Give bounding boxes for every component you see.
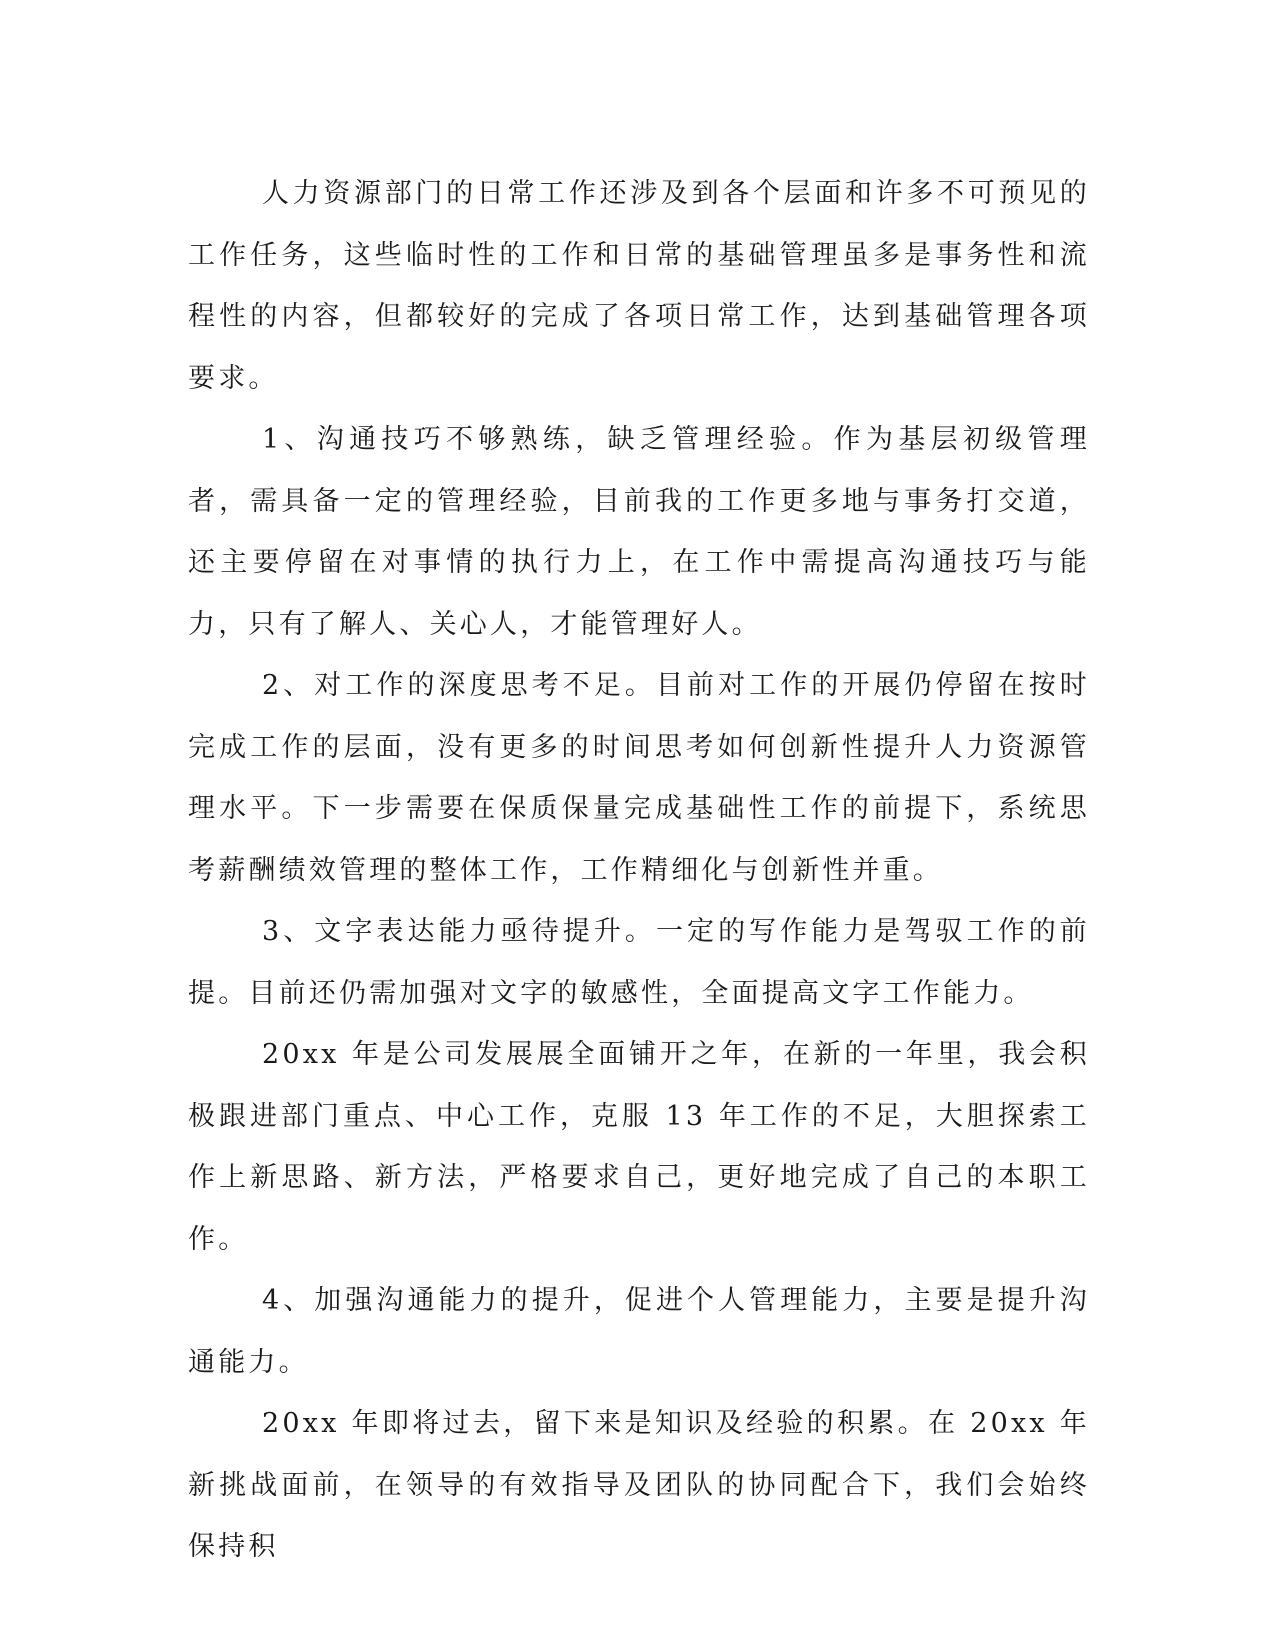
- document-body: [188, 163, 1090, 1578]
- paragraph-intro: 人力资源部门的日常工作还涉及到各个层面和许多不可预见的工作任务，这些临时性的工作和日常的基础管理虽多是事务性和流程性的内容，但都较好的完成了各项日常工作，达到基础管理各项要求。: [188, 178, 1090, 394]
- paragraph-next-year: 20xx 年是公司发展展全面铺开之年，在新的一年里，我会积极跟进部门重点、中心工作，克服 13 年工作的不足，大胆探索工作上新思路、新方法，严格要求自己，更好地完成了自己的本职工作。: [188, 1039, 1090, 1255]
- paragraph-point-1: 1、沟通技巧不够熟练，缺乏管理经验。作为基层初级管理者，需具备一定的管理经验，目前我的工作更多地与事务打交道，还主要停留在对事情的执行力上，在工作中需提高沟通技巧与能力，只有了解人、关心人，才能管理好人。: [188, 424, 1090, 640]
- paragraph-conclusion: 20xx 年即将过去，留下来是知识及经验的积累。在 20xx 年新挑战面前，在领导的有效指导及团队的协同配合下，我们会始终保持积: [188, 1408, 1090, 1562]
- paragraph-point-4: 4、加强沟通能力的提升，促进个人管理能力，主要是提升沟通能力。: [188, 1285, 1090, 1378]
- paragraph-point-2: 2、对工作的深度思考不足。目前对工作的开展仍停留在按时完成工作的层面，没有更多的时间思考如何创新性提升人力资源管理水平。下一步需要在保质保量完成基础性工作的前提下，系统思考薪酬绩效管理的整体工作，工作精细化与创新性并重。: [188, 670, 1090, 886]
- paragraph-point-3: 3、文字表达能力亟待提升。一定的写作能力是驾驭工作的前提。目前还仍需加强对文字的敏感性，全面提高文字工作能力。: [188, 916, 1090, 1009]
